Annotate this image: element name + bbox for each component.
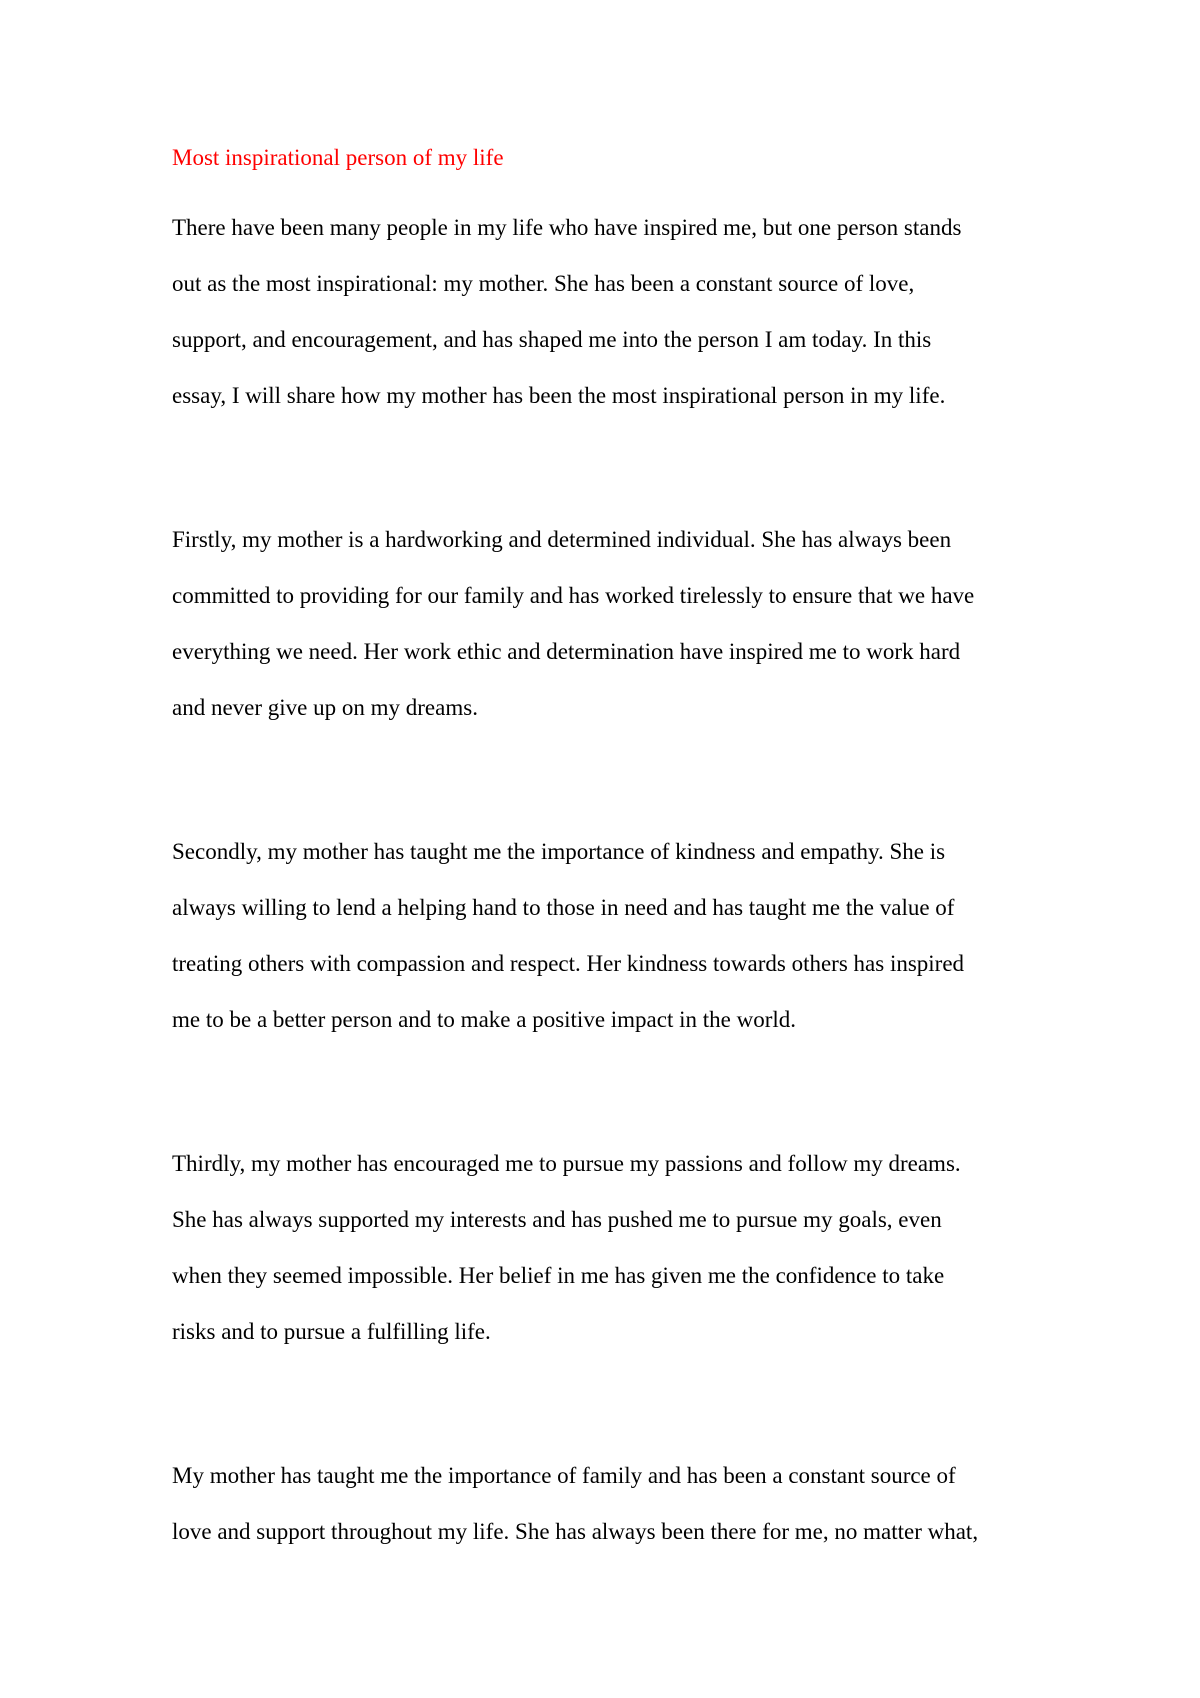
paragraph-3-line-2: always willing to lend a helping hand to those in need and has taught me the value of bbox=[172, 895, 955, 920]
paragraph-4-line-1: Thirdly, my mother has encouraged me to pursue my passions and follow my dreams. bbox=[172, 1151, 961, 1176]
paragraph-2-line-2: committed to providing for our family and has worked tirelessly to ensure that we have bbox=[172, 583, 975, 608]
paragraph-3-line-1: Secondly, my mother has taught me the importance of kindness and empathy. She is bbox=[172, 839, 946, 864]
document-title: Most inspirational person of my life bbox=[172, 145, 504, 170]
paragraph-2-line-4: and never give up on my dreams. bbox=[172, 695, 478, 720]
paragraph-5-line-2: love and support throughout my life. She has always been there for me, no matter what, bbox=[172, 1519, 979, 1544]
paragraph-2-line-3: everything we need. Her work ethic and determination have inspired me to work hard bbox=[172, 639, 961, 664]
paragraph-4-line-4: risks and to pursue a fulfilling life. bbox=[172, 1319, 491, 1344]
paragraph-1-line-1: There have been many people in my life who have inspired me, but one person stands bbox=[172, 215, 962, 240]
paragraph-1-line-3: support, and encouragement, and has shaped me into the person I am today. In this bbox=[172, 327, 932, 352]
paragraph-1-line-4: essay, I will share how my mother has been the most inspirational person in my life. bbox=[172, 383, 946, 408]
paragraph-3-line-3: treating others with compassion and respect. Her kindness towards others has inspired bbox=[172, 951, 965, 976]
paragraph-3-line-4: me to be a better person and to make a positive impact in the world. bbox=[172, 1007, 797, 1032]
paragraph-5-line-1: My mother has taught me the importance of family and has been a constant source of bbox=[172, 1463, 956, 1488]
paragraph-1-line-2: out as the most inspirational: my mother. She has been a constant source of love, bbox=[172, 271, 915, 296]
paragraph-2-line-1: Firstly, my mother is a hardworking and determined individual. She has always been bbox=[172, 527, 952, 552]
paragraph-4-line-3: when they seemed impossible. Her belief in me has given me the confidence to take bbox=[172, 1263, 945, 1288]
paragraph-4-line-2: She has always supported my interests and has pushed me to pursue my goals, even bbox=[172, 1207, 942, 1232]
